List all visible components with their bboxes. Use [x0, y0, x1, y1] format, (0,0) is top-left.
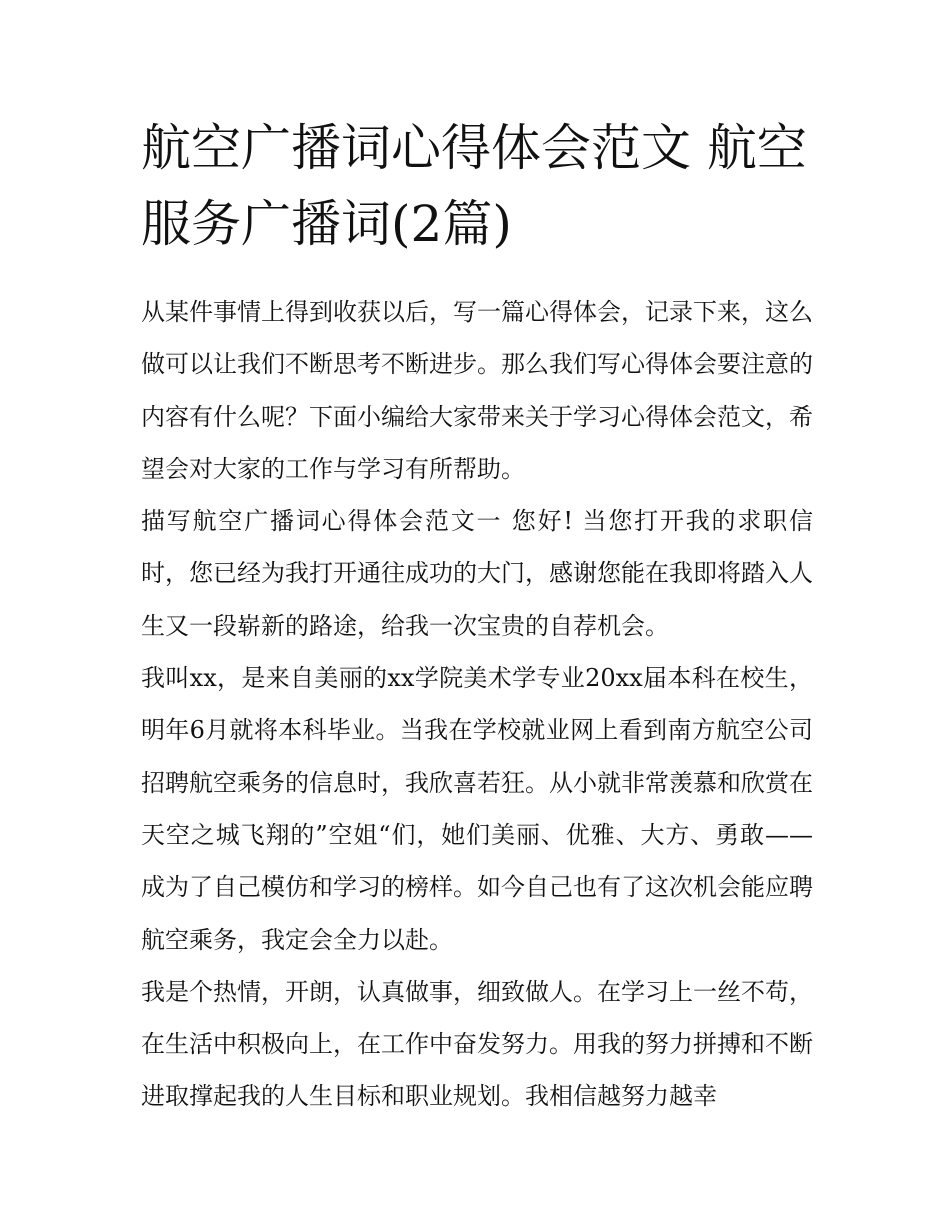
document-page [141, 110, 813, 1123]
document-title: 航空广播词心得体会范文 航空服务广播词(2篇) [141, 119, 807, 253]
paragraph-3: 我是个热情，开朗，认真做事，细致做人。在学习上一丝不苟，在生活中积极向上，在工作中奋发努力。用我的努力拼搏和不断进取撑起我的人生目标和职业规划。我相信越努力越幸 [141, 977, 813, 1111]
paragraph-2: 我叫xx，是来自美丽的xx学院美术学专业20xx届本科在校生，明年6月就将本科毕业。当我在学校就业网上看到南方航空公司招聘航空乘务的信息时，我欣喜若狂。从小就非常羡慕和欣赏在天空之城飞翔的”空姐“们，她们美丽、优雅、大方、勇敢——成为了自己模仿和学习的榜样。如今自己也有了这次机会能应聘航空乘务，我定会全力以赴。 [141, 664, 813, 954]
paragraph-intro: 从某件事情上得到收获以后，写一篇心得体会，记录下来，这么做可以让我们不断思考不断进步。那么我们写心得体会要注意的内容有什么呢？下面小编给大家带来关于学习心得体会范文，希望会对大家的工作与学习有所帮助。 [141, 298, 813, 483]
paragraph-1: 描写航空广播词心得体会范文一 您好! 当您打开我的求职信时，您已经为我打开通往成功的大门，感谢您能在我即将踏入人生又一段崭新的路途，给我一次宝贵的自荐机会。 [141, 507, 813, 640]
